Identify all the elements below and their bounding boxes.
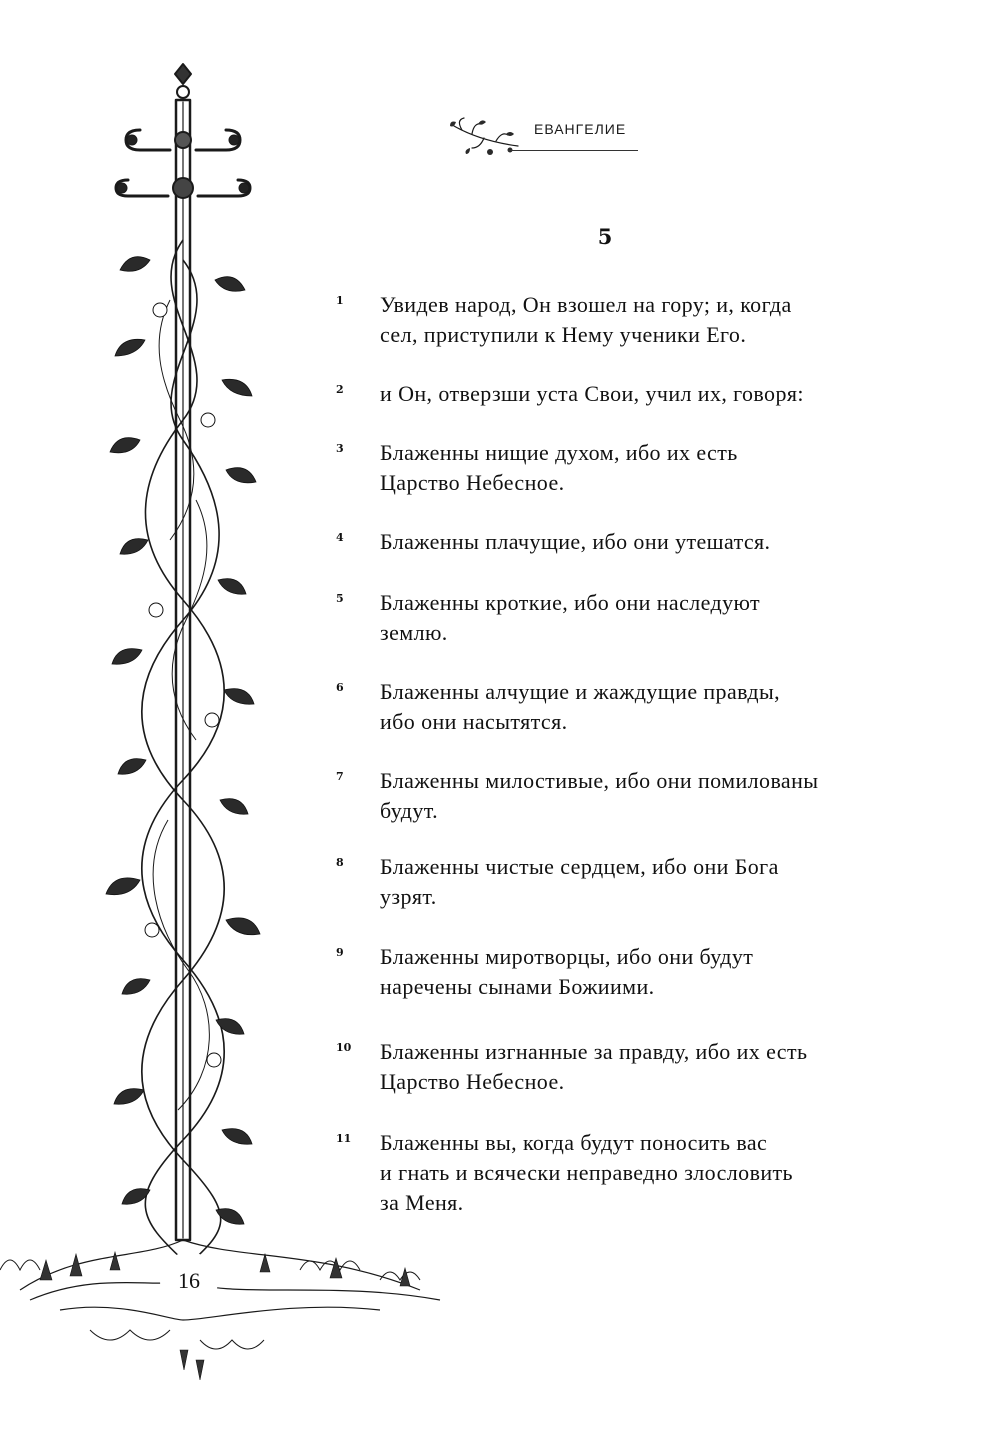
running-header-title: ЕВАНГЕЛИЕ: [534, 121, 627, 137]
verse-text: Увидев народ, Он взошел на гору; и, когда сел, приступили к Нему ученики Его.: [380, 292, 792, 347]
verse-number: 5: [336, 592, 344, 605]
verse-number: 4: [336, 531, 344, 544]
verse-text: Блаженны кроткие, ибо они наследуют землю.: [380, 590, 761, 645]
verse-text: Блаженны плачущие, ибо они утешатся.: [380, 529, 771, 554]
verse-text: Блаженны нищие духом, ибо их есть Царство Небесное.: [380, 440, 738, 495]
verse-text: Блаженны милостивые, ибо они помилованы будут.: [380, 768, 819, 823]
running-header: [448, 112, 640, 160]
verse-number: 9: [336, 946, 344, 959]
floral-sprig-icon: [448, 116, 528, 160]
header-rule: [508, 150, 638, 151]
verse-text: и Он, отверзши уста Свои, учил их, говоря:: [380, 381, 804, 406]
verse-number: 2: [336, 383, 344, 396]
verse-text: Блаженны миротворцы, ибо они будут наречены сынами Божиими.: [380, 944, 754, 999]
page-number: 16: [160, 1252, 218, 1310]
verse-text: Блаженны чистые сердцем, ибо они Бога узрят.: [380, 854, 779, 909]
verse-number: 10: [336, 1041, 352, 1054]
verse-text: Блаженны алчущие и жаждущие правды, ибо они насытятся.: [380, 679, 781, 734]
chapter-number: 5: [597, 224, 613, 249]
verse-number: 1: [336, 294, 344, 307]
verse-number: 8: [336, 856, 344, 869]
verse-number: 3: [336, 442, 344, 455]
verse-number: 7: [336, 770, 344, 783]
verse-text: Блаженны вы, когда будут поносить вас и гнать и всячески неправедно злословить за Меня.: [380, 1130, 793, 1215]
verse-text: Блаженны изгнанные за правду, ибо их есть Царство Небесное.: [380, 1039, 808, 1094]
verse-number: 6: [336, 681, 344, 694]
verse-number: 11: [336, 1132, 352, 1145]
